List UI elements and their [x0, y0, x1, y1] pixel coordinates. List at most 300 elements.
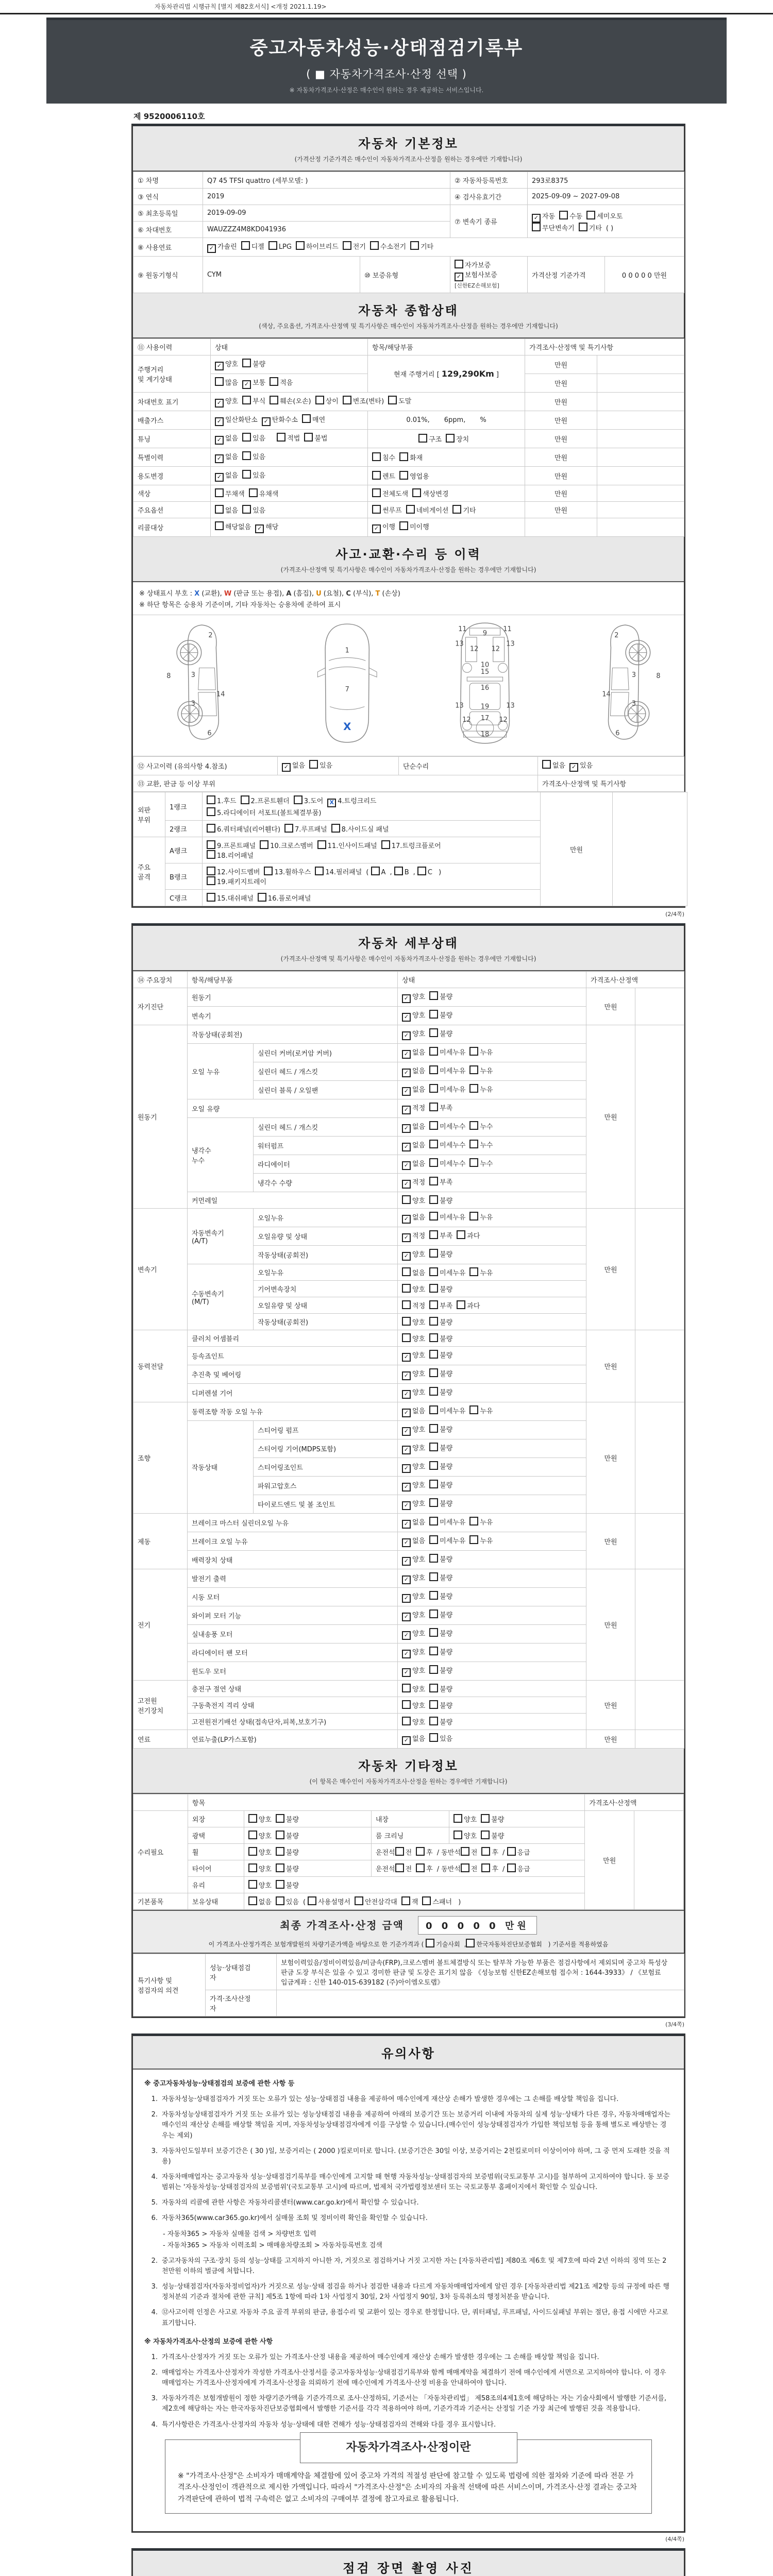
checkbox-적음[interactable]	[270, 377, 293, 387]
checkbox-box[interactable]: ✓	[402, 1180, 411, 1189]
checkbox-box[interactable]	[461, 1847, 469, 1856]
checkbox-양호[interactable]	[215, 396, 238, 408]
checkbox-양호[interactable]	[402, 1591, 425, 1603]
checkbox-box[interactable]	[399, 452, 408, 461]
checkbox-없음[interactable]	[402, 1047, 425, 1059]
checkbox-box[interactable]	[242, 505, 251, 514]
checkbox-box[interactable]: ✓	[402, 1557, 411, 1566]
checkbox-있음[interactable]	[429, 1733, 452, 1743]
checkbox-box[interactable]	[429, 1230, 438, 1239]
checkbox-box[interactable]	[429, 1028, 438, 1037]
checkbox-과다[interactable]	[457, 1300, 480, 1310]
checkbox-box[interactable]: ✓	[402, 1013, 411, 1022]
checkbox-box[interactable]: ✓	[262, 417, 271, 426]
checkbox-box[interactable]: ✓	[402, 1353, 411, 1362]
checkbox-도말[interactable]	[388, 396, 411, 405]
checkbox-box[interactable]	[469, 1140, 478, 1148]
checkbox-box[interactable]	[268, 241, 277, 250]
checkbox-3.도어[interactable]	[294, 795, 324, 805]
checkbox-보험사보증[interactable]	[455, 269, 497, 281]
checkbox-box[interactable]	[402, 1267, 411, 1276]
checkbox-box[interactable]	[461, 1863, 469, 1872]
checkbox-매연[interactable]	[302, 414, 325, 424]
checkbox-양호[interactable]	[402, 1628, 425, 1640]
checkbox-box[interactable]: ✓	[242, 380, 251, 389]
checkbox-box[interactable]: ✓	[255, 524, 264, 533]
checkbox-box[interactable]: ✓	[215, 473, 224, 482]
checkbox-기타[interactable]	[579, 223, 602, 232]
checkbox-box[interactable]	[248, 1847, 257, 1856]
checkbox-없음[interactable]	[542, 760, 565, 770]
checkbox-불량[interactable]	[429, 1333, 452, 1343]
checkbox-box[interactable]: ✓	[402, 1538, 411, 1547]
checkbox-누수[interactable]	[469, 1140, 493, 1149]
checkbox-자동[interactable]	[532, 211, 555, 223]
checkbox-box[interactable]	[304, 433, 313, 442]
checkbox-후[interactable]	[416, 1863, 433, 1873]
checkbox-box[interactable]	[241, 795, 249, 804]
checkbox-양호[interactable]	[402, 1461, 425, 1473]
checkbox-부족[interactable]	[429, 1103, 452, 1112]
checkbox-box[interactable]	[469, 1517, 478, 1526]
checkbox-누유[interactable]	[469, 1405, 493, 1415]
checkbox-19.패키지트레이[interactable]	[207, 876, 266, 886]
checkbox-후[interactable]	[416, 1847, 433, 1857]
checkbox-없음[interactable]	[248, 1896, 272, 1906]
checkbox-box[interactable]	[276, 1814, 284, 1823]
checkbox-box[interactable]	[446, 434, 455, 443]
checkbox-box[interactable]	[248, 1880, 257, 1889]
checkbox-디젤[interactable]	[241, 241, 264, 251]
checkbox-과다[interactable]	[457, 1230, 480, 1240]
checkbox-box[interactable]	[418, 434, 427, 443]
checkbox-box[interactable]	[270, 377, 278, 386]
checkbox-없음[interactable]	[402, 1084, 425, 1096]
checkbox-불량[interactable]	[429, 1028, 452, 1038]
checkbox-box[interactable]	[242, 359, 251, 367]
checkbox-탄화수소[interactable]	[262, 414, 298, 426]
checkbox-없음[interactable]	[402, 1140, 425, 1151]
checkbox-부식[interactable]	[242, 396, 265, 405]
checkbox-box[interactable]	[402, 1284, 411, 1293]
checkbox-box[interactable]	[294, 795, 303, 804]
checkbox-box[interactable]	[215, 505, 224, 514]
checkbox-불량[interactable]	[429, 1480, 452, 1489]
checkbox-불량[interactable]	[481, 1814, 504, 1824]
checkbox-7.루프패널[interactable]	[284, 824, 327, 834]
checkbox-미세누유[interactable]	[429, 1084, 465, 1094]
checkbox-이행[interactable]	[372, 521, 395, 533]
checkbox-4.트렁크리드[interactable]	[327, 795, 376, 807]
checkbox-box[interactable]	[371, 867, 380, 875]
checkbox-box[interactable]	[466, 1939, 475, 1947]
checkbox-LPG[interactable]	[268, 241, 292, 251]
checkbox-전[interactable]	[395, 1847, 412, 1857]
checkbox-box[interactable]: ✓	[282, 763, 291, 772]
checkbox-있음[interactable]	[569, 760, 593, 772]
checkbox-box[interactable]	[429, 1498, 438, 1507]
checkbox-양호[interactable]	[402, 1424, 425, 1436]
checkbox-box[interactable]	[422, 1896, 431, 1905]
checkbox-box[interactable]	[355, 1896, 363, 1905]
checkbox-box[interactable]	[302, 414, 311, 423]
checkbox-10.크로스멤버[interactable]	[260, 840, 313, 850]
checkbox-box[interactable]	[417, 867, 426, 875]
checkbox-있음[interactable]	[242, 433, 265, 443]
checkbox-box[interactable]	[315, 867, 324, 875]
checkbox-box[interactable]	[402, 1717, 411, 1725]
checkbox-없음[interactable]	[402, 1065, 425, 1077]
checkbox-미세누유[interactable]	[429, 1405, 465, 1415]
checkbox-box[interactable]	[284, 824, 293, 833]
checkbox-불량[interactable]	[429, 1461, 452, 1471]
checkbox-box[interactable]	[429, 1572, 438, 1581]
checkbox-불량[interactable]	[429, 1591, 452, 1601]
checkbox-box[interactable]: ✓	[402, 1483, 411, 1492]
checkbox-box[interactable]	[260, 840, 268, 849]
checkbox-box[interactable]	[429, 1591, 438, 1600]
checkbox-box[interactable]	[207, 840, 215, 849]
checkbox-일산화탄소[interactable]	[215, 414, 258, 426]
checkbox-전[interactable]	[461, 1863, 478, 1873]
checkbox-11.인사이드패널[interactable]	[317, 840, 377, 850]
checkbox-box[interactable]	[481, 1814, 490, 1823]
checkbox-없음[interactable]	[402, 1535, 425, 1547]
checkbox-없음[interactable]	[402, 1121, 425, 1133]
checkbox-box[interactable]	[429, 1249, 438, 1258]
checkbox-기타[interactable]	[410, 241, 433, 251]
checkbox-box[interactable]	[469, 1405, 478, 1414]
checkbox-box[interactable]	[296, 241, 305, 250]
checkbox-가솔린[interactable]	[207, 241, 237, 253]
checkbox-box[interactable]: ✓	[402, 1613, 411, 1621]
checkbox-box[interactable]	[429, 1387, 438, 1396]
checkbox-box[interactable]	[372, 452, 381, 461]
checkbox-불량[interactable]	[276, 1814, 299, 1824]
checkbox-불법[interactable]	[304, 433, 327, 443]
checkbox-불량[interactable]	[429, 1647, 452, 1656]
checkbox-box[interactable]	[276, 1896, 284, 1905]
checkbox-응급[interactable]	[507, 1847, 530, 1857]
checkbox-box[interactable]	[469, 1121, 478, 1130]
checkbox-box[interactable]	[429, 1517, 438, 1526]
checkbox-box[interactable]: ✓	[569, 763, 578, 772]
checkbox-적정[interactable]	[402, 1103, 425, 1114]
checkbox-불량[interactable]	[429, 1249, 452, 1259]
checkbox-불량[interactable]	[429, 1628, 452, 1638]
checkbox-box[interactable]: ✓	[215, 436, 224, 445]
checkbox-기타[interactable]	[452, 505, 476, 515]
checkbox-box[interactable]	[381, 840, 390, 849]
checkbox-불량[interactable]	[276, 1880, 299, 1890]
checkbox-미세누유[interactable]	[429, 1535, 465, 1545]
checkbox-후[interactable]	[481, 1863, 498, 1873]
checkbox-있음[interactable]	[309, 760, 332, 770]
checkbox-box[interactable]: ✓	[402, 1371, 411, 1380]
checkbox-box[interactable]	[469, 1158, 478, 1167]
checkbox-양호[interactable]	[402, 1010, 425, 1022]
checkbox-box[interactable]: ✓	[402, 1520, 411, 1529]
checkbox-없음[interactable]	[215, 505, 238, 515]
checkbox-box[interactable]	[315, 396, 324, 404]
checkbox-box[interactable]	[395, 1863, 404, 1872]
checkbox-box[interactable]: ✓	[402, 1501, 411, 1510]
checkbox-양호[interactable]	[453, 1831, 477, 1840]
checkbox-box[interactable]: ✓	[402, 994, 411, 1003]
checkbox-box[interactable]	[241, 241, 250, 250]
checkbox-box[interactable]	[429, 1333, 438, 1342]
checkbox-box[interactable]	[429, 1647, 438, 1655]
checkbox-미이행[interactable]	[399, 521, 429, 531]
checkbox-box[interactable]: ✓	[372, 524, 381, 533]
checkbox-box[interactable]	[242, 396, 251, 404]
checkbox-불량[interactable]	[429, 1317, 452, 1327]
checkbox-box[interactable]	[429, 1461, 438, 1470]
checkbox-box[interactable]	[559, 211, 568, 219]
checkbox-미세누유[interactable]	[429, 1517, 465, 1527]
checkbox-양호[interactable]	[402, 1368, 425, 1380]
checkbox-보통[interactable]	[242, 377, 265, 389]
checkbox-box[interactable]: ✓	[215, 362, 224, 370]
checkbox-box[interactable]: ✓	[402, 1650, 411, 1658]
checkbox-없음[interactable]	[402, 1733, 425, 1745]
checkbox-box[interactable]: X	[327, 799, 336, 807]
checkbox-box[interactable]	[343, 241, 351, 250]
checkbox-불량[interactable]	[429, 1443, 452, 1452]
checkbox-box[interactable]	[402, 1333, 411, 1342]
checkbox-box[interactable]	[215, 377, 224, 386]
checkbox-box[interactable]: ✓	[402, 1594, 411, 1603]
checkbox-누유[interactable]	[469, 1535, 493, 1545]
checkbox-box[interactable]	[242, 451, 251, 460]
checkbox-후[interactable]	[481, 1847, 498, 1857]
checkbox-적법[interactable]	[277, 433, 300, 443]
checkbox-box[interactable]	[429, 1368, 438, 1377]
checkbox-box[interactable]	[429, 1535, 438, 1544]
checkbox-box[interactable]	[207, 795, 215, 804]
checkbox-많음[interactable]	[215, 377, 238, 387]
checkbox-없음[interactable]	[215, 470, 238, 482]
checkbox-누유[interactable]	[469, 1084, 493, 1094]
checkbox-box[interactable]	[457, 1230, 465, 1239]
checkbox-box[interactable]: ✓	[402, 1427, 411, 1436]
checkbox-box[interactable]	[469, 1065, 478, 1074]
checkbox-1.후드[interactable]	[207, 795, 237, 805]
checkbox-box[interactable]	[481, 1831, 490, 1839]
checkbox-불량[interactable]	[429, 1010, 452, 1020]
checkbox-양호[interactable]	[402, 1665, 425, 1677]
checkbox-box[interactable]	[469, 1212, 478, 1221]
checkbox-box[interactable]	[429, 1177, 438, 1185]
checkbox-box[interactable]	[394, 867, 403, 875]
checkbox-부족[interactable]	[429, 1177, 452, 1187]
checkbox-box[interactable]: ✓	[402, 1069, 411, 1077]
checkbox-미세누수[interactable]	[429, 1158, 465, 1168]
checkbox-box[interactable]	[429, 1317, 438, 1326]
checkbox-5.라디에이터 서포트(볼트체결부품)[interactable]	[207, 807, 322, 817]
checkbox-box[interactable]	[270, 396, 278, 404]
checkbox-box[interactable]	[406, 505, 415, 514]
checkbox-미세누유[interactable]	[429, 1065, 465, 1075]
checkbox-box[interactable]	[429, 1443, 438, 1451]
checkbox-box[interactable]: ✓	[402, 1106, 411, 1114]
checkbox-box[interactable]	[372, 471, 381, 480]
checkbox-C[interactable]	[417, 867, 432, 876]
checkbox-양호[interactable]	[402, 991, 425, 1003]
checkbox-양호[interactable]	[402, 1443, 425, 1454]
checkbox-불량[interactable]	[429, 1498, 452, 1508]
checkbox-box[interactable]: ✓	[402, 1252, 411, 1261]
checkbox-불량[interactable]	[429, 1609, 452, 1619]
checkbox-미세누수[interactable]	[429, 1140, 465, 1149]
checkbox-양호[interactable]	[248, 1814, 272, 1824]
checkbox-변조(변타)[interactable]	[343, 396, 384, 405]
checkbox-양호[interactable]	[402, 1317, 425, 1327]
checkbox-box[interactable]: ✓	[402, 1124, 411, 1133]
checkbox-box[interactable]	[395, 1847, 404, 1856]
checkbox-box[interactable]	[276, 1847, 284, 1856]
checkbox-box[interactable]	[248, 1896, 257, 1905]
checkbox-18.리어패널[interactable]	[207, 850, 254, 860]
checkbox-없음[interactable]	[402, 1517, 425, 1529]
checkbox-사용설명서[interactable]	[308, 1896, 350, 1906]
checkbox-양호[interactable]	[402, 1333, 425, 1343]
checkbox-box[interactable]	[481, 1847, 490, 1856]
checkbox-box[interactable]	[469, 1535, 478, 1544]
checkbox-미세누유[interactable]	[429, 1212, 465, 1222]
checkbox-양호[interactable]	[402, 1249, 425, 1261]
checkbox-화재[interactable]	[399, 452, 423, 462]
checkbox-box[interactable]	[429, 1628, 438, 1637]
checkbox-box[interactable]	[542, 760, 551, 769]
checkbox-양호[interactable]	[248, 1847, 272, 1857]
checkbox-없음[interactable]	[215, 433, 238, 445]
checkbox-box[interactable]: ✓	[455, 273, 463, 281]
checkbox-수동[interactable]	[559, 211, 582, 221]
checkbox-box[interactable]: ✓	[215, 399, 224, 408]
checkbox-불량[interactable]	[429, 1368, 452, 1378]
checkbox-box[interactable]: ✓	[402, 1143, 411, 1151]
checkbox-box[interactable]	[248, 1863, 257, 1872]
checkbox-box[interactable]: ✓	[402, 1736, 411, 1745]
checkbox-box[interactable]	[532, 223, 541, 231]
checkbox-box[interactable]	[309, 760, 318, 769]
checkbox-양호[interactable]	[402, 1195, 425, 1205]
checkbox-불량[interactable]	[481, 1831, 504, 1840]
checkbox-불량[interactable]	[429, 1700, 452, 1710]
checkbox-box[interactable]	[469, 1084, 478, 1093]
checkbox-box[interactable]	[452, 505, 461, 514]
checkbox-부족[interactable]	[429, 1230, 452, 1240]
checkbox-6.쿼터패널(리어휀다)[interactable]	[207, 824, 280, 834]
checkbox-해당없음[interactable]	[215, 521, 251, 531]
checkbox-box[interactable]: ✓	[402, 1668, 411, 1677]
checkbox-box[interactable]	[429, 1212, 438, 1221]
checkbox-양호[interactable]	[402, 1028, 425, 1040]
checkbox-없음[interactable]	[215, 451, 238, 463]
checkbox-box[interactable]	[429, 1424, 438, 1433]
checkbox-불량[interactable]	[429, 1424, 452, 1434]
checkbox-box[interactable]	[317, 840, 326, 849]
checkbox-box[interactable]	[402, 1317, 411, 1326]
checkbox-box[interactable]: ✓	[402, 1215, 411, 1224]
checkbox-있음[interactable]	[242, 451, 265, 461]
checkbox-양호[interactable]	[248, 1880, 272, 1890]
checkbox-box[interactable]	[207, 850, 215, 859]
checkbox-14.필러패널[interactable]	[315, 867, 362, 876]
checkbox-있음[interactable]	[276, 1896, 299, 1906]
checkbox-box[interactable]	[429, 1195, 438, 1204]
checkbox-box[interactable]	[308, 1896, 316, 1905]
checkbox-15.대쉬패널[interactable]	[207, 893, 254, 903]
checkbox-box[interactable]: ✓	[402, 1233, 411, 1242]
checkbox-box[interactable]	[207, 893, 215, 902]
checkbox-불량[interactable]	[429, 991, 452, 1001]
checkbox-box[interactable]	[242, 433, 251, 442]
checkbox-box[interactable]	[429, 1554, 438, 1563]
checkbox-box[interactable]	[276, 1831, 284, 1839]
checkbox-box[interactable]: ✓	[215, 417, 224, 426]
checkbox-box[interactable]: ✓	[402, 1631, 411, 1640]
checkbox-box[interactable]	[429, 1733, 438, 1742]
checkbox-양호[interactable]	[248, 1863, 272, 1873]
checkbox-box[interactable]	[264, 867, 273, 875]
checkbox-box[interactable]	[412, 488, 421, 497]
checkbox-box[interactable]	[249, 488, 258, 497]
checkbox-9.프론트패널[interactable]	[207, 840, 256, 850]
checkbox-box[interactable]	[453, 1831, 462, 1839]
checkbox-기술사회[interactable]	[426, 1939, 460, 1948]
checkbox-box[interactable]	[429, 1047, 438, 1056]
checkbox-양호[interactable]	[402, 1647, 425, 1658]
checkbox-양호[interactable]	[402, 1284, 425, 1294]
checkbox-자가보증[interactable]	[455, 260, 491, 269]
checkbox-box[interactable]	[429, 1065, 438, 1074]
checkbox-box[interactable]	[429, 1084, 438, 1093]
checkbox-없음[interactable]	[402, 1158, 425, 1170]
checkbox-양호[interactable]	[402, 1684, 425, 1693]
checkbox-썬루프[interactable]	[372, 505, 402, 515]
checkbox-box[interactable]	[429, 1010, 438, 1019]
checkbox-양호[interactable]	[402, 1717, 425, 1726]
checkbox-누유[interactable]	[469, 1267, 493, 1277]
checkbox-양호[interactable]	[402, 1572, 425, 1584]
checkbox-양호[interactable]	[402, 1387, 425, 1399]
checkbox-box[interactable]	[248, 1831, 257, 1839]
checkbox-box[interactable]: ✓	[215, 454, 224, 463]
checkbox-box[interactable]	[507, 1863, 516, 1872]
checkbox-box[interactable]	[429, 1103, 438, 1111]
checkbox-없음[interactable]	[282, 760, 305, 772]
checkbox-안전삼각대[interactable]	[355, 1896, 397, 1906]
checkbox-box[interactable]	[402, 1700, 411, 1709]
checkbox-누유[interactable]	[469, 1212, 493, 1222]
checkbox-box[interactable]: ✓	[402, 1161, 411, 1170]
checkbox-box[interactable]	[410, 241, 419, 250]
checkbox-box[interactable]	[416, 1863, 425, 1872]
checkbox-전[interactable]	[395, 1863, 412, 1873]
checkbox-무단변속기[interactable]	[532, 223, 575, 232]
checkbox-침수[interactable]	[372, 452, 395, 462]
checkbox-box[interactable]	[429, 1158, 438, 1167]
checkbox-양호[interactable]	[215, 359, 238, 370]
checkbox-불량[interactable]	[429, 1554, 452, 1564]
checkbox-box[interactable]	[248, 1814, 257, 1823]
checkbox-box[interactable]: ✓	[402, 1390, 411, 1399]
checkbox-box[interactable]	[401, 1896, 410, 1905]
checkbox-box[interactable]	[399, 471, 408, 480]
checkbox-양호[interactable]	[248, 1831, 272, 1840]
